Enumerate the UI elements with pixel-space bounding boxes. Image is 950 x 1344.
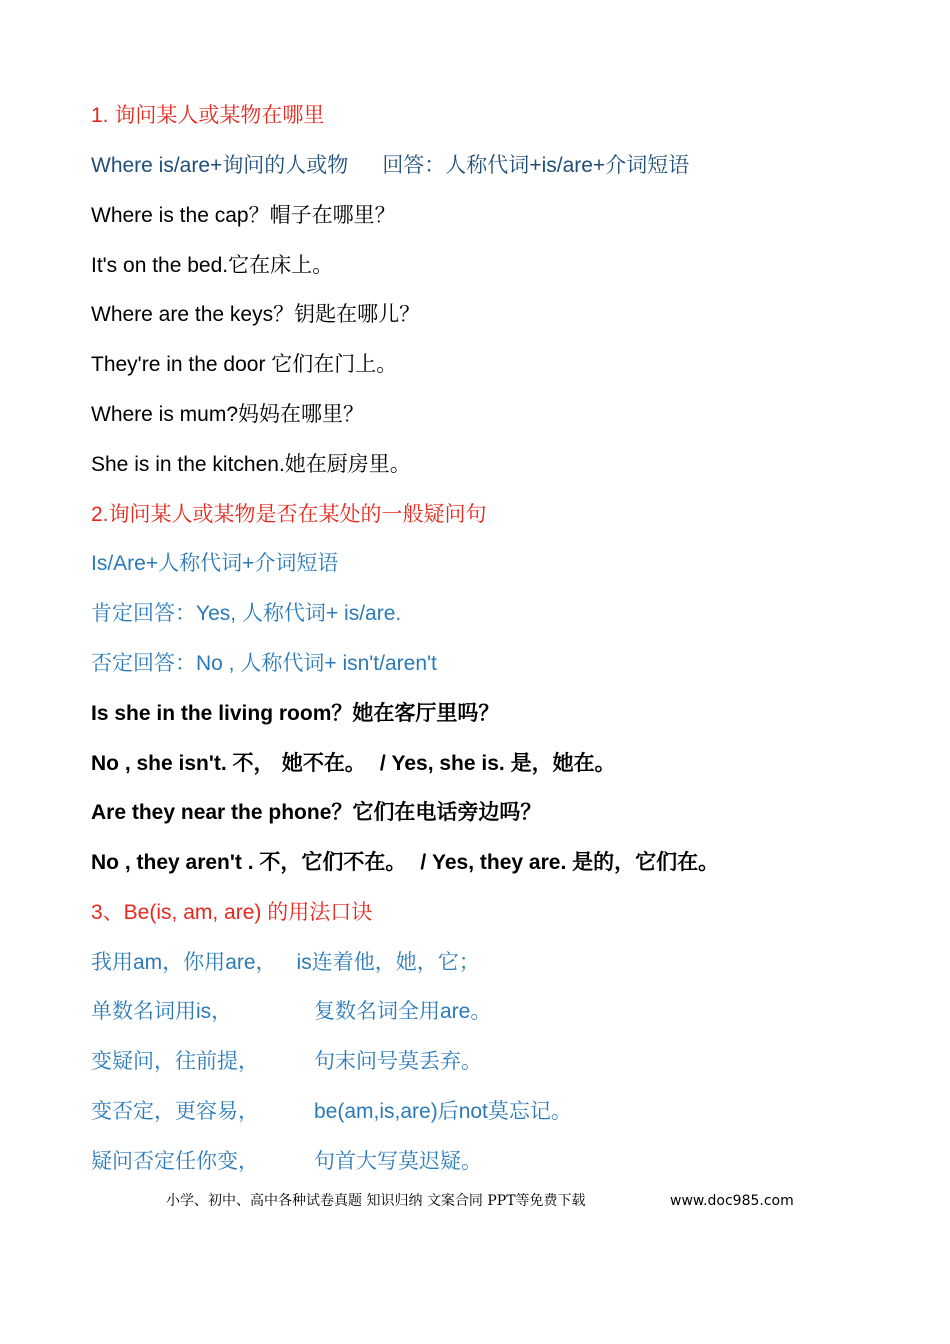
example-cn: 她在客厅里吗？ — [352, 701, 500, 725]
section3-heading-cn: 的用法口诀 — [267, 900, 373, 924]
rhyme-second-half — [314, 1046, 482, 1077]
positive-verb: + is/are. — [325, 602, 402, 625]
example-cn: 帽子在哪里？ — [269, 203, 396, 227]
example-cn-2: 是的，它们在。 — [572, 850, 720, 874]
rhyme-text: 句首大写莫迟疑。 — [314, 1149, 482, 1173]
rhyme-text: 我用 — [91, 950, 133, 974]
example-en: They're in the door — [91, 353, 272, 376]
rhyme-text: 变否定，更容易， — [91, 1099, 259, 1123]
negative-verb: + isn't/aren't — [324, 652, 437, 675]
pattern-en: Where is/are+ — [91, 154, 223, 177]
section1-heading-text: 询问某人或某物在哪里 — [114, 103, 325, 127]
example-cn: 妈妈在哪里？ — [238, 402, 365, 426]
example-en-2: / Yes, she is. — [379, 752, 511, 775]
section2-heading-number: 2. — [91, 503, 109, 526]
answer-en: +is/are+ — [529, 154, 606, 177]
rhyme-word: not — [458, 1100, 488, 1123]
example-cn-1: 不， 她不在。 — [232, 751, 366, 775]
positive-pronoun: 人称代词 — [241, 601, 326, 625]
example-en-1: No , she isn't. — [91, 752, 233, 775]
example-en: She is in the kitchen. — [91, 453, 285, 476]
section1-example-3 — [91, 299, 420, 330]
example-en-2: / Yes, they are. — [420, 851, 573, 874]
section2-example-4 — [91, 847, 719, 878]
pattern-cn: 人称代词 — [158, 551, 243, 575]
rhyme-text: 。 — [470, 999, 492, 1023]
section2-example-1 — [91, 698, 499, 729]
example-cn-1: 不，它们不在。 — [259, 850, 407, 874]
rhyme-word: is — [196, 1000, 212, 1023]
section1-heading — [91, 100, 324, 131]
rhyme-text: 疑问否定任你变， — [91, 1149, 259, 1173]
section2-heading — [91, 499, 487, 530]
example-cn: 它在床上。 — [228, 253, 334, 277]
rhyme-line-3 — [91, 1046, 891, 1077]
rhyme-second-half — [314, 1146, 482, 1177]
negative-pronoun: 人称代词 — [240, 651, 325, 675]
footer-text: 小学、初中、高中各种试卷真题 知识归纳 文案合同 PPT等免费下载 — [166, 1193, 586, 1209]
positive-yes: Yes, — [196, 602, 242, 625]
example-en: Is she in the living room？ — [91, 702, 353, 725]
rhyme-line-1 — [91, 947, 480, 978]
section1-heading-number: 1. — [91, 104, 109, 127]
rhyme-text: 连着他，她，它； — [311, 950, 480, 974]
negative-label: 否定回答： — [91, 651, 196, 675]
rhyme-second-half — [314, 996, 491, 1027]
rhyme-word: are — [440, 1000, 471, 1023]
example-cn: 钥匙在哪儿？ — [294, 302, 421, 326]
answer-cn: 介词短语 — [605, 153, 690, 177]
section2-positive-answer — [91, 598, 401, 629]
negative-no: No , — [196, 652, 241, 675]
pattern-cn: 询问的人或物 — [222, 153, 349, 177]
example-cn: 它们在电话旁边吗？ — [352, 800, 542, 824]
rhyme-word: are — [225, 951, 256, 974]
rhyme-word: am — [133, 951, 163, 974]
example-en: Where is mum? — [91, 403, 239, 426]
positive-label: 肯定回答： — [91, 601, 196, 625]
rhyme-text: 句末问号莫丢弃。 — [314, 1049, 482, 1073]
section3-heading-en: 3、Be(is, am, are) — [91, 901, 268, 924]
rhyme-line-4 — [91, 1096, 891, 1127]
rhyme-text: 复数名词全用 — [314, 999, 440, 1023]
pattern-en: Is/Are+ — [91, 552, 159, 575]
example-cn: 她在厨房里。 — [284, 452, 411, 476]
rhyme-text: ，你用 — [162, 950, 226, 974]
section2-example-2 — [91, 748, 616, 779]
rhyme-text: 莫忘记。 — [487, 1099, 572, 1123]
rhyme-word: be(am,is,are) — [314, 1100, 438, 1123]
section2-negative-answer — [91, 648, 437, 679]
rhyme-text: 后 — [437, 1099, 459, 1123]
section2-example-3 — [91, 797, 541, 828]
rhyme-text: ， — [255, 950, 277, 974]
example-en: Are they near the phone？ — [91, 801, 353, 824]
section1-example-4 — [91, 349, 397, 380]
section3-heading — [91, 897, 372, 928]
section2-heading-text: 询问某人或某物是否在某处的一般疑问句 — [108, 502, 487, 526]
rhyme-text: 单数名词用 — [91, 999, 196, 1023]
rhyme-text: 变疑问，往前提， — [91, 1049, 259, 1073]
pattern-cn-2: 介词短语 — [254, 551, 339, 575]
section1-example-2 — [91, 250, 333, 281]
section1-example-1 — [91, 200, 396, 231]
section2-pattern — [91, 548, 338, 579]
rhyme-line-2 — [91, 996, 891, 1027]
rhyme-text: ， — [211, 999, 233, 1023]
example-en-1: No , they aren't . — [91, 851, 260, 874]
pattern-plus: + — [242, 552, 255, 575]
example-cn: 它们在门上。 — [271, 352, 398, 376]
rhyme-line-5 — [91, 1146, 891, 1177]
example-en: Where is the cap？ — [91, 204, 270, 227]
section1-pattern — [91, 150, 689, 181]
section1-example-5 — [91, 399, 364, 430]
section1-example-6 — [91, 449, 411, 480]
footer-url[interactable]: www.doc985.com — [670, 1193, 794, 1209]
answer-label: 回答：人称代词 — [382, 153, 530, 177]
example-en: It's on the bed. — [91, 254, 229, 277]
example-cn-2: 是，她在。 — [510, 751, 616, 775]
rhyme-word: is — [296, 951, 312, 974]
example-en: Where are the keys？ — [91, 303, 295, 326]
rhyme-second-half — [314, 1096, 572, 1127]
